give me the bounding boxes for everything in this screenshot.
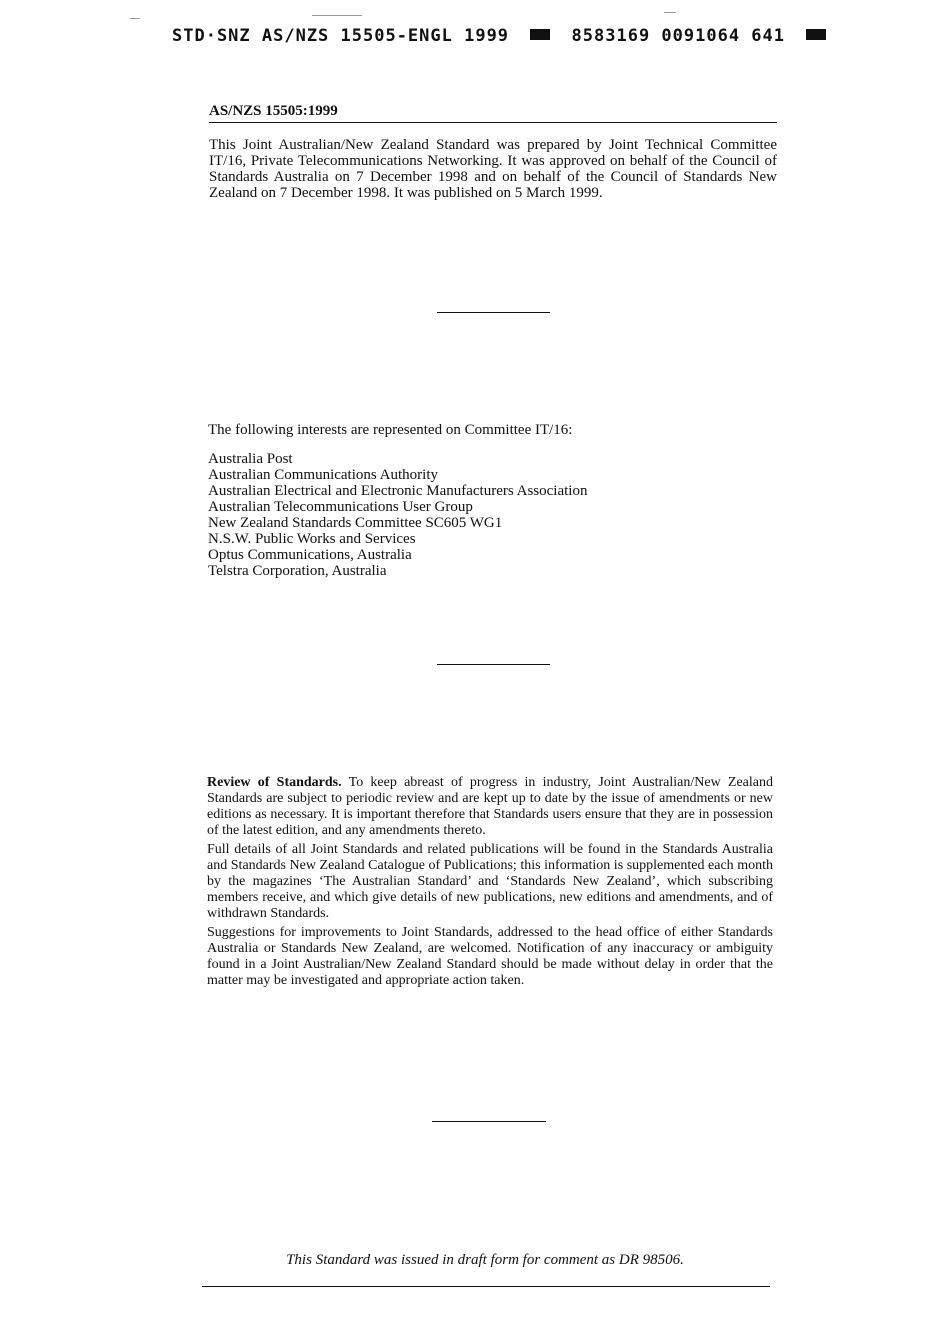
header-stamp	[172, 26, 826, 46]
list-item: Australian Communications Authority	[208, 467, 438, 483]
preparation-paragraph: This Joint Australian/New Zealand Standard was prepared by Joint Technical Committee IT/16, Private Telecommunications Networking. It was approved on behalf of the Council of Standards Australia on 7 December 1998 and on behalf of the Council of Standards New Zealand on 7 December 1998. It was published on 5 March 1999.	[209, 137, 777, 201]
interests-list	[208, 451, 587, 579]
scan-mark	[130, 18, 140, 19]
header-stamp-right: 8583169 0091064 641	[571, 26, 786, 46]
stamp-block	[530, 29, 550, 40]
list-item: N.S.W. Public Works and Services	[208, 531, 416, 547]
review-of-standards	[207, 775, 773, 992]
scan-mark	[664, 12, 676, 13]
review-paragraph	[207, 775, 773, 839]
section-divider	[437, 664, 550, 665]
list-item: Australian Electrical and Electronic Manufacturers Association	[208, 483, 588, 499]
interests-intro: The following interests are represented on Committee IT/16:	[208, 422, 573, 438]
list-item: Telstra Corporation, Australia	[208, 563, 387, 579]
review-text: To keep abreast of progress in industry, Joint Australian/New Zealand Standards are subject to periodic review and are kept up to date by the issue of amendments or new editions as necessary. It is important therefore that Standards users ensure that they are in possession of the latest edition, and any amendments thereto.	[207, 775, 774, 838]
draft-note: This Standard was issued in draft form for comment as DR 98506.	[286, 1252, 684, 1268]
list-item: Optus Communications, Australia	[208, 547, 412, 563]
footer-rule	[202, 1286, 770, 1287]
list-item: Australia Post	[208, 451, 293, 467]
section-divider	[432, 1121, 546, 1122]
list-item: New Zealand Standards Committee SC605 WG1	[208, 515, 503, 531]
scan-mark	[312, 15, 362, 16]
review-paragraph: Suggestions for improvements to Joint Standards, addressed to the head office of either Standards Australia or Standards New Zealand, are welcomed. Notification of any inaccuracy or ambiguity found in a Joint Australian/New Zealand Standard should be made without delay in order that the matter may be investigated and appropriate action taken.	[207, 925, 773, 988]
header-stamp-left: STD·SNZ AS/NZS 15505-ENGL 1999	[172, 26, 510, 46]
section-divider	[437, 312, 550, 313]
stamp-block	[806, 29, 826, 40]
standard-designation: AS/NZS 15505:1999	[209, 103, 777, 123]
list-item: Australian Telecommunications User Group	[208, 499, 473, 515]
review-paragraph: Full details of all Joint Standards and related publications will be found in the Standards Australia and Standards New Zealand Catalogue of Publications; this information is supplemented each month by the magazines ‘The Australian Standard’ and ‘Standards New Zealand’, which subscribing members receive, and which give details of new publications, new editions and amendments, and of withdrawn Standards.	[207, 842, 773, 921]
review-heading: Review of Standards.	[207, 775, 342, 790]
